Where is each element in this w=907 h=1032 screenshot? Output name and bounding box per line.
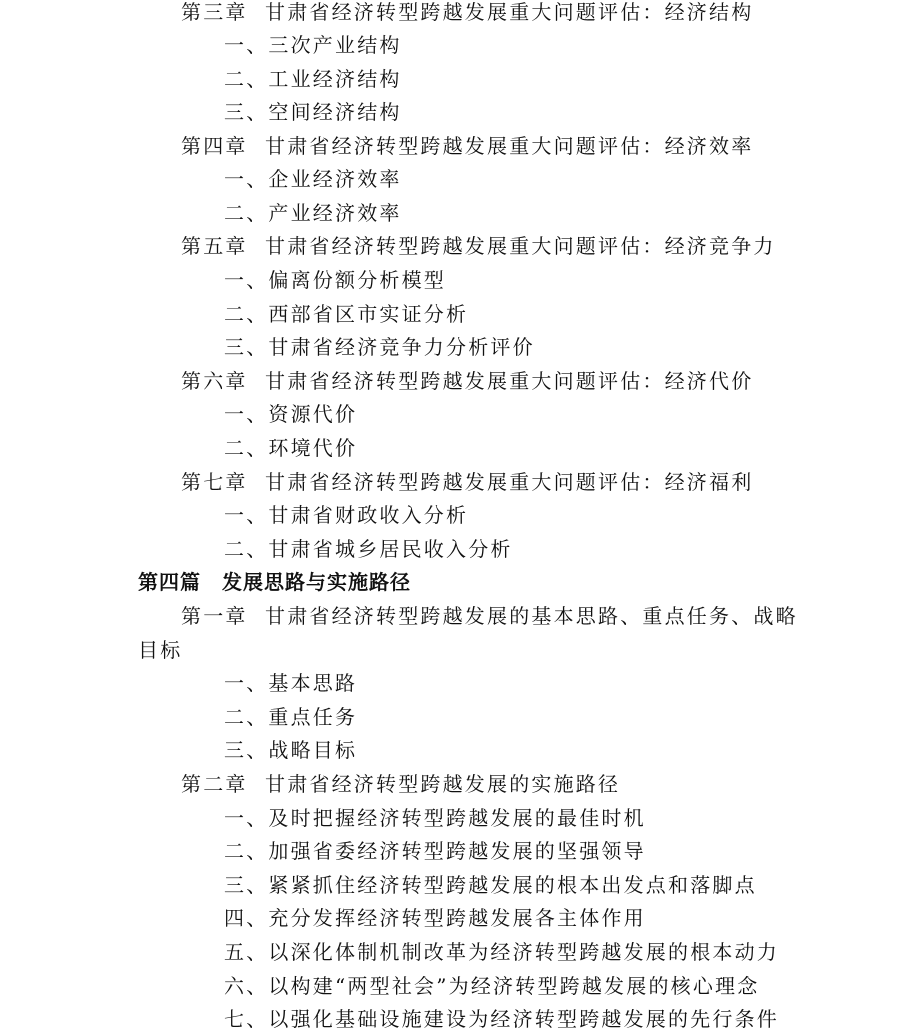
section-item: 四、充分发挥经济转型跨越发展各主体作用 — [224, 906, 646, 930]
section-item: 一、偏离份额分析模型 — [224, 268, 446, 292]
section-item: 三、紧紧抓住经济转型跨越发展的根本出发点和落脚点 — [224, 873, 757, 897]
section-item: 一、资源代价 — [224, 402, 358, 426]
section-item: 五、以深化体制机制改革为经济转型跨越发展的根本动力 — [224, 940, 779, 964]
chapter-title: 甘肃省经济转型跨越发展重大问题评估：经济代价 — [265, 369, 754, 393]
chapter-title: 甘肃省经济转型跨越发展重大问题评估：经济竞争力 — [265, 234, 776, 258]
chapter-number: 第七章 — [181, 470, 248, 494]
section-item: 七、以强化基础设施建设为经济转型跨越发展的先行条件 — [224, 1007, 779, 1031]
section-item: 三、空间经济结构 — [224, 100, 402, 124]
chapter-title: 甘肃省经济转型跨越发展的基本思路、重点任务、战略 — [265, 604, 798, 628]
chapter-title: 甘肃省经济转型跨越发展重大问题评估：经济效率 — [265, 134, 754, 158]
section-item: 二、加强省委经济转型跨越发展的坚强领导 — [224, 839, 646, 863]
chapter-title: 甘肃省经济转型跨越发展重大问题评估：经济福利 — [265, 470, 754, 494]
section-item: 一、三次产业结构 — [224, 33, 402, 57]
chapter-heading — [181, 234, 776, 258]
section-item: 二、环境代价 — [224, 436, 358, 460]
section-item: 二、产业经济效率 — [224, 201, 402, 225]
section-item: 三、战略目标 — [224, 738, 358, 762]
chapter-heading — [181, 470, 753, 494]
chapter-number: 第四章 — [181, 134, 248, 158]
section-item: 一、基本思路 — [224, 671, 358, 695]
chapter-title-continuation: 目标 — [138, 638, 183, 662]
chapter-heading — [181, 0, 753, 24]
section-item: 二、甘肃省城乡居民收入分析 — [224, 537, 513, 561]
section-item: 一、企业经济效率 — [224, 167, 402, 191]
section-item: 二、西部省区市实证分析 — [224, 302, 469, 326]
chapter-heading — [181, 369, 753, 393]
chapter-title: 甘肃省经济转型跨越发展重大问题评估：经济结构 — [265, 0, 754, 24]
section-item: 一、及时把握经济转型跨越发展的最佳时机 — [224, 806, 646, 830]
chapter-number: 第二章 — [181, 772, 248, 796]
chapter-heading — [181, 134, 753, 158]
chapter-number: 第三章 — [181, 0, 248, 24]
chapter-number: 第一章 — [181, 604, 248, 628]
chapter-heading — [181, 604, 798, 628]
chapter-number: 第五章 — [181, 234, 248, 258]
section-item: 一、甘肃省财政收入分析 — [224, 503, 469, 527]
section-item: 六、以构建“两型社会”为经济转型跨越发展的核心理念 — [224, 974, 760, 998]
section-item: 三、甘肃省经济竞争力分析评价 — [224, 335, 535, 359]
part-heading: 第四篇 发展思路与实施路径 — [138, 570, 411, 594]
chapter-heading — [181, 772, 620, 796]
section-item: 二、工业经济结构 — [224, 67, 402, 91]
section-item: 二、重点任务 — [224, 705, 358, 729]
chapter-number: 第六章 — [181, 369, 248, 393]
chapter-title: 甘肃省经济转型跨越发展的实施路径 — [265, 772, 621, 796]
